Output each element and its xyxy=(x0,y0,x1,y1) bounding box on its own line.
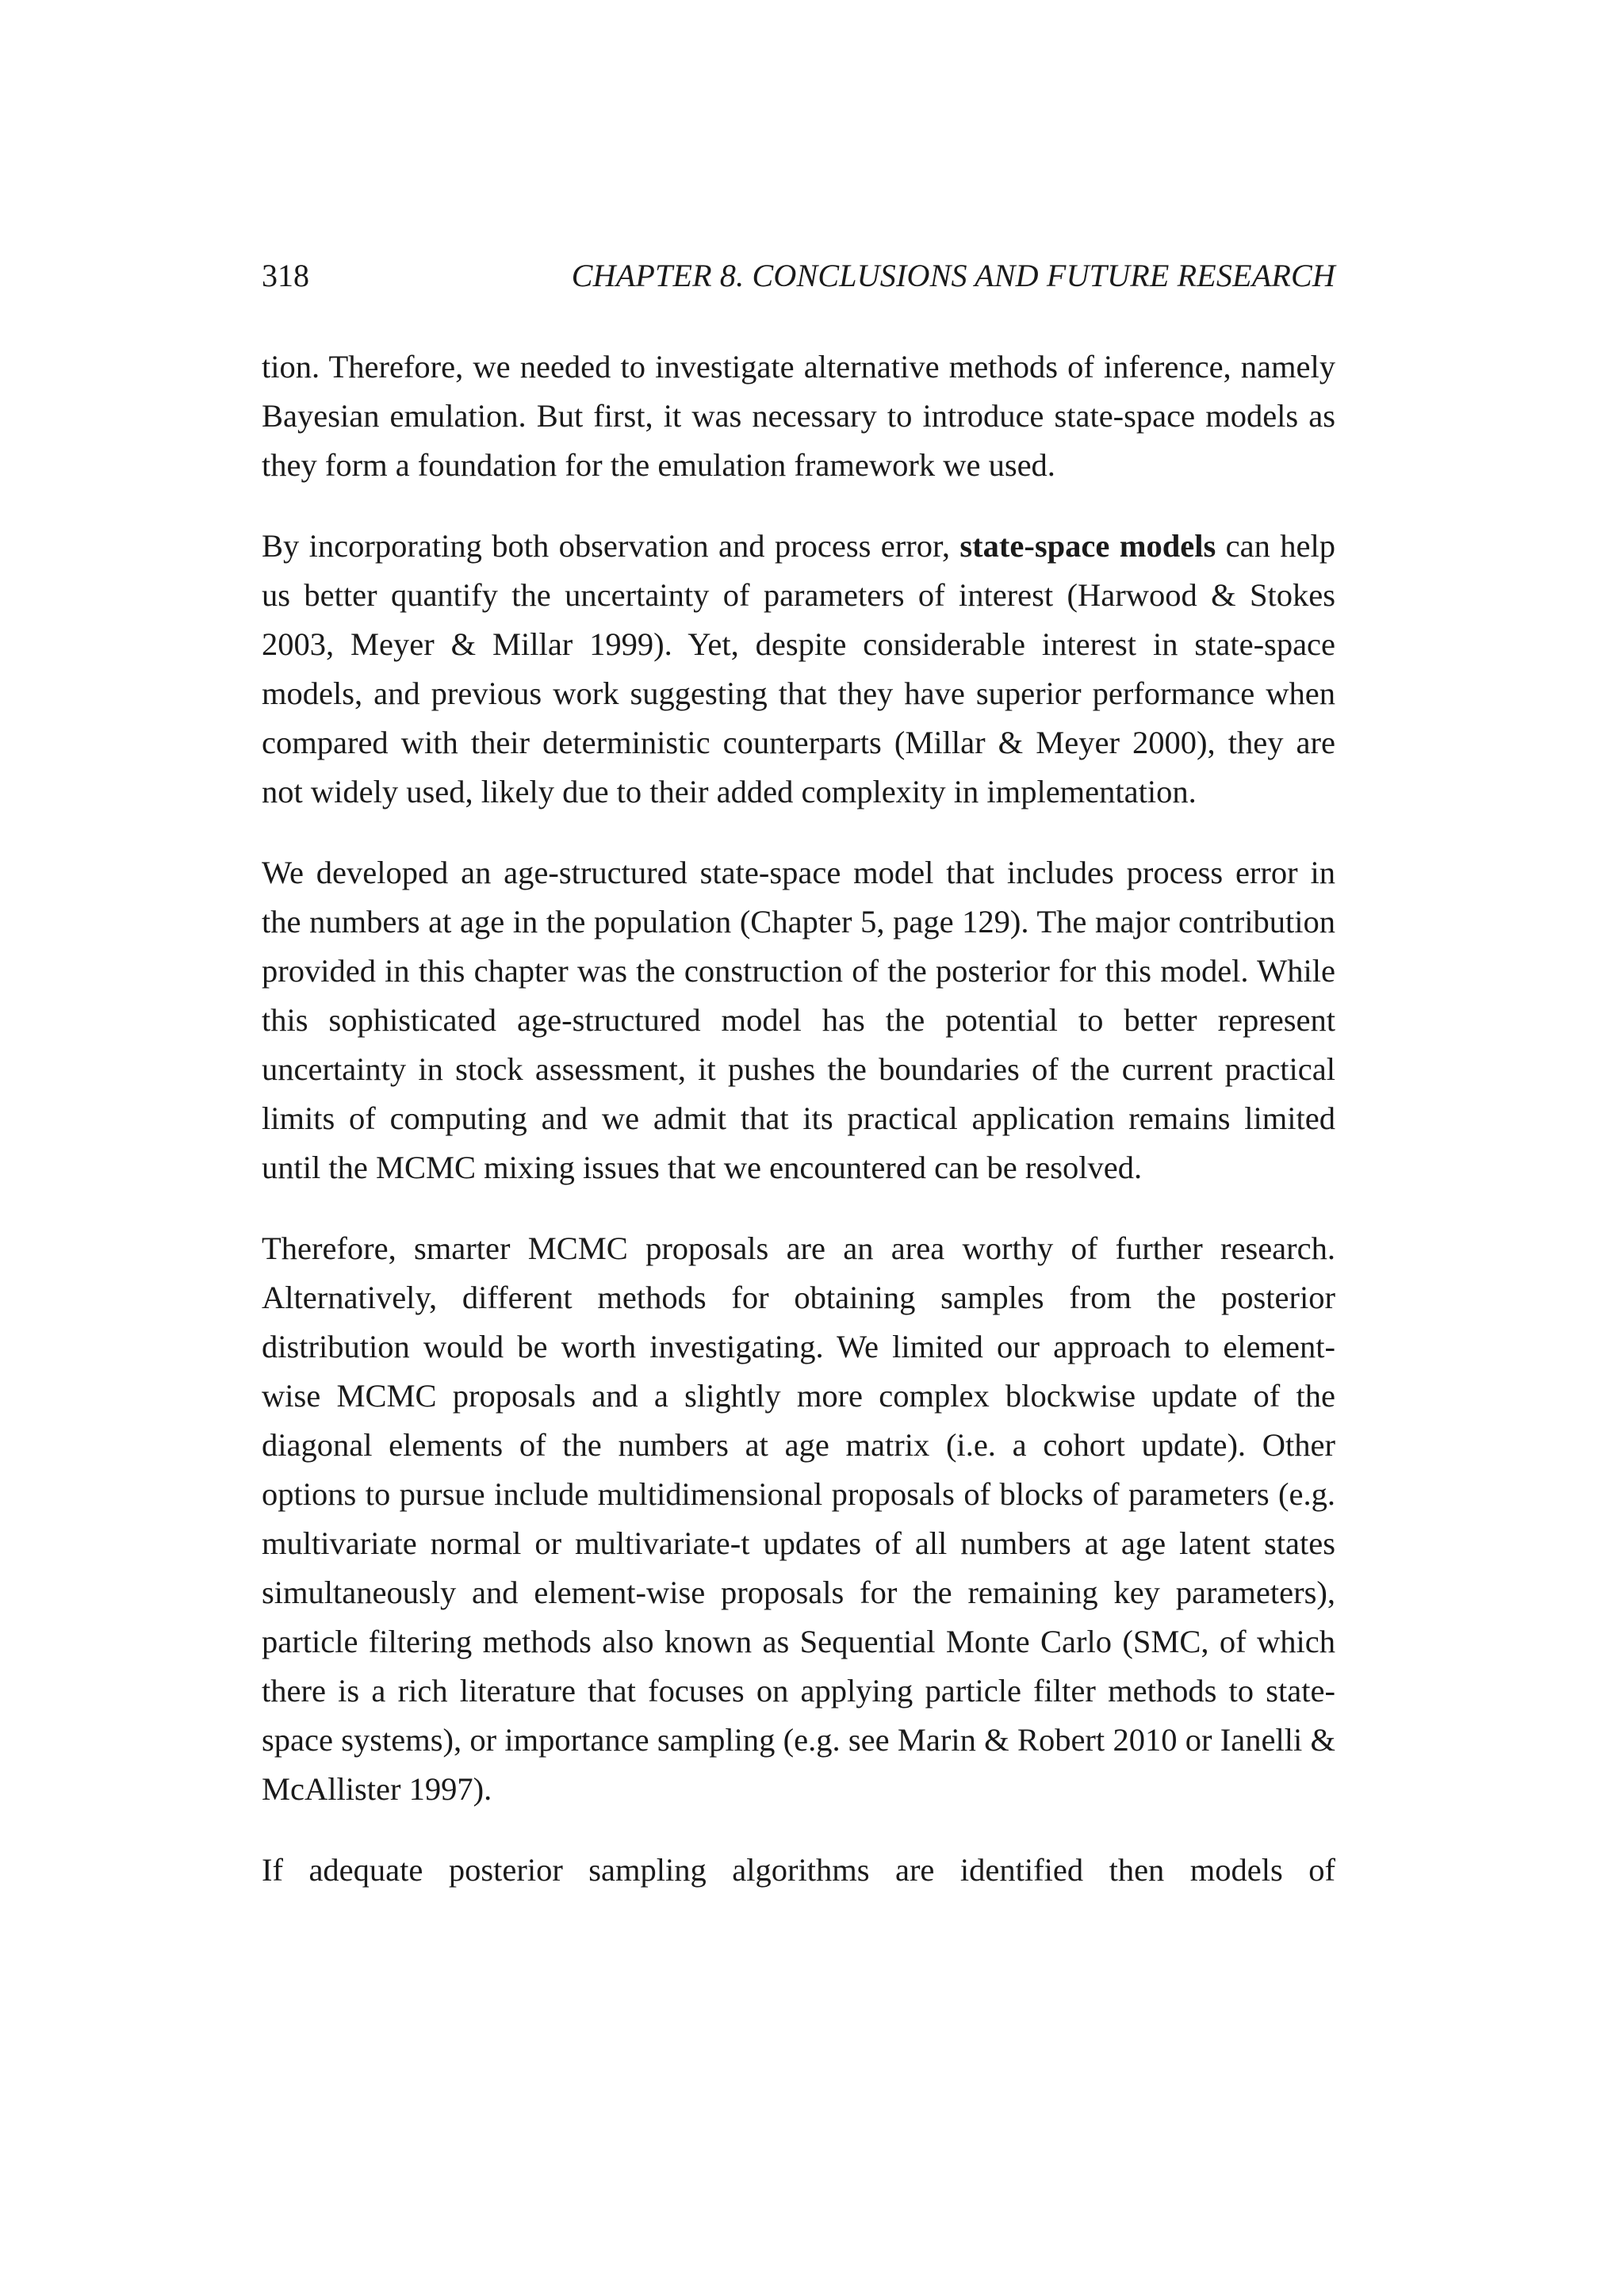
paragraph: Therefore, smarter MCMC proposals are an area worthy of further research. Alternatively, different methods for obtaining samples from the posterior distribution would be worth investigating. We limited our approach to element-wise MCMC proposals and a slightly more complex blockwise update of the diagonal elements of the numbers at age matrix (i.e. a cohort update). Other options to pursue include multidimensional proposals of blocks of parameters (e.g. multivariate normal or multivariate-t updates of all numbers at age latent states simultaneously and element-wise proposals for the remaining key parameters), particle filtering methods also known as Sequential Monte Carlo (SMC, of which there is a rich literature that focuses on applying particle filter methods to state-space systems), or importance sampling (e.g. see Marin & Robert 2010 or Ianelli & McAllister 1997). xyxy=(262,1230,1335,1807)
document-page xyxy=(262,252,1335,1927)
paragraph: If adequate posterior sampling algorithms are identified then models of xyxy=(262,1852,1335,1888)
bold-term: state-space models xyxy=(959,528,1216,564)
paragraph-text: By incorporating both observation and process error, xyxy=(262,528,960,564)
paragraph: tion. Therefore, we needed to investigate alternative methods of inference, namely Bayesian emulation. But first, it was necessary to introduce state-space models as they form a foundation for the emulation framework we used. xyxy=(262,349,1335,483)
paragraph-text: can help us better quantify the uncertainty of parameters of interest (Harwood & Stokes 2003, Meyer & Millar 1999). Yet, despite considerable interest in state-space models, and previous work suggesting that they have superior performance when compared with their deterministic counterparts (Millar & Meyer 2000), they are not widely used, likely due to their added complexity in implementation. xyxy=(262,528,1335,809)
chapter-title: CHAPTER 8. CONCLUSIONS AND FUTURE RESEARCH xyxy=(571,258,1335,293)
paragraph: We developed an age-structured state-space model that includes process error in the numbers at age in the population (Chapter 5, page 129). The major contribution provided in this chapter was the construction of the posterior for this model. While this sophisticated age-structured model has the potential to better represent uncertainty in stock assessment, it pushes the boundaries of the current practical limits of computing and we admit that its practical application remains limited until the MCMC mixing issues that we encountered can be resolved. xyxy=(262,855,1335,1185)
running-header xyxy=(262,252,1335,300)
body-text xyxy=(262,342,1335,1895)
page-number: 318 xyxy=(262,258,309,293)
paragraph xyxy=(262,522,1335,817)
